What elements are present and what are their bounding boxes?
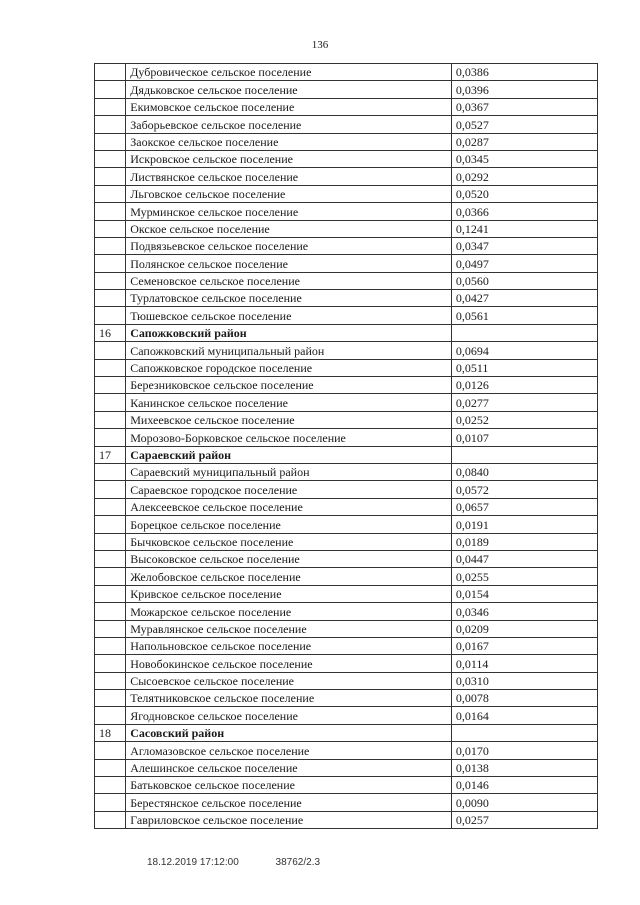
coefficient-value: 0,0447 [451,550,597,567]
row-number [95,237,126,254]
coefficient-value: 0,0694 [451,342,597,359]
coefficient-value: 0,0154 [451,585,597,602]
row-number [95,463,126,480]
table-row [95,133,598,150]
table-row [95,342,598,359]
settlement-name: Телятниковское сельское поселение [126,690,452,707]
coefficient-value: 0,0287 [451,133,597,150]
row-number [95,429,126,446]
table-row [95,498,598,515]
coefficient-value: 0,0078 [451,690,597,707]
coefficient-value [451,724,597,741]
coefficient-value: 0,0138 [451,759,597,776]
table-row [95,550,598,567]
table-row [95,690,598,707]
coefficient-value: 0,0255 [451,568,597,585]
row-number [95,359,126,376]
settlement-name: Искровское сельское поселение [126,150,452,167]
coefficient-value: 0,0346 [451,603,597,620]
table-row [95,637,598,654]
coefficient-value: 0,0189 [451,533,597,550]
row-number [95,150,126,167]
settlement-name: Муравлянское сельское поселение [126,620,452,637]
settlement-name: Напольновское сельское поселение [126,637,452,654]
coefficient-value: 0,0520 [451,185,597,202]
row-number [95,585,126,602]
table-row [95,394,598,411]
settlement-name: Заборьевское сельское поселение [126,116,452,133]
district-header-row [95,446,598,463]
settlement-name: Морозово-Борковское сельское поселение [126,429,452,446]
document-footer [147,857,320,868]
page-number: 136 [311,39,329,51]
row-number: 17 [95,446,126,463]
table-row [95,237,598,254]
row-number [95,64,126,81]
row-number [95,690,126,707]
coefficient-value: 0,0209 [451,620,597,637]
row-number [95,811,126,828]
settlements-table [94,63,598,829]
settlement-name: Льговское сельское поселение [126,185,452,202]
table-row [95,742,598,759]
row-number [95,116,126,133]
table-row [95,377,598,394]
row-number [95,742,126,759]
settlement-name: Листвянское сельское поселение [126,168,452,185]
row-number [95,777,126,794]
row-number [95,342,126,359]
row-number [95,637,126,654]
row-number [95,533,126,550]
coefficient-value: 0,0146 [451,777,597,794]
settlement-name: Сасовский район [126,724,452,741]
coefficient-value: 0,1241 [451,220,597,237]
coefficient-value: 0,0114 [451,655,597,672]
row-number [95,394,126,411]
coefficient-value: 0,0396 [451,81,597,98]
table-row [95,533,598,550]
table-row [95,64,598,81]
settlement-name: Заокское сельское поселение [126,133,452,150]
settlement-name: Тюшевское сельское поселение [126,307,452,324]
coefficient-value: 0,0366 [451,203,597,220]
settlement-name: Сараевское городское поселение [126,481,452,498]
coefficient-value [451,324,597,341]
settlement-name: Алешинское сельское поселение [126,759,452,776]
coefficient-value: 0,0277 [451,394,597,411]
table-row [95,759,598,776]
coefficient-value: 0,0090 [451,794,597,811]
row-number [95,81,126,98]
settlement-name: Подвязьевское сельское поселение [126,237,452,254]
coefficient-value: 0,0560 [451,272,597,289]
footer-datetime: 18.12.2019 17:12:00 [147,857,239,868]
row-number [95,568,126,585]
table-row [95,150,598,167]
settlement-name: Екимовское сельское поселение [126,98,452,115]
settlement-name: Агломазовское сельское поселение [126,742,452,759]
coefficient-value: 0,0367 [451,98,597,115]
coefficient-value: 0,0561 [451,307,597,324]
row-number [95,498,126,515]
table-row [95,81,598,98]
table-row [95,516,598,533]
table-row [95,620,598,637]
table-row [95,463,598,480]
table-row [95,116,598,133]
settlement-name: Батьковское сельское поселение [126,777,452,794]
row-number [95,133,126,150]
table-row [95,811,598,828]
coefficient-value: 0,0252 [451,411,597,428]
row-number [95,672,126,689]
settlement-name: Высоковское сельское поселение [126,550,452,567]
table-row [95,203,598,220]
row-number [95,759,126,776]
table-row [95,290,598,307]
table-row [95,359,598,376]
table-row [95,481,598,498]
table-row [95,220,598,237]
row-number [95,516,126,533]
table-row [95,307,598,324]
coefficient-value: 0,0164 [451,707,597,724]
settlement-name: Турлатовское сельское поселение [126,290,452,307]
settlement-name: Сапожковский район [126,324,452,341]
row-number [95,220,126,237]
table-row [95,255,598,272]
settlement-name: Кривское сельское поселение [126,585,452,602]
settlement-name: Сараевский район [126,446,452,463]
table-row [95,568,598,585]
coefficient-value: 0,0126 [451,377,597,394]
district-header-row [95,724,598,741]
coefficient-value: 0,0345 [451,150,597,167]
coefficient-value: 0,0107 [451,429,597,446]
coefficient-value: 0,0427 [451,290,597,307]
row-number [95,98,126,115]
table-row [95,272,598,289]
row-number [95,603,126,620]
row-number [95,168,126,185]
settlement-name: Берестянское сельское поселение [126,794,452,811]
coefficient-value: 0,0170 [451,742,597,759]
row-number [95,377,126,394]
coefficient-value: 0,0511 [451,359,597,376]
district-header-row [95,324,598,341]
settlement-name: Канинское сельское поселение [126,394,452,411]
table-row [95,603,598,620]
coefficient-value: 0,0497 [451,255,597,272]
settlement-name: Борецкое сельское поселение [126,516,452,533]
table-row [95,429,598,446]
settlement-name: Мурминское сельское поселение [126,203,452,220]
row-number [95,290,126,307]
settlement-name: Желобовское сельское поселение [126,568,452,585]
coefficient-value: 0,0386 [451,64,597,81]
settlement-name: Ягодновское сельское поселение [126,707,452,724]
row-number [95,307,126,324]
settlement-name: Березниковское сельское поселение [126,377,452,394]
settlement-name: Семеновское сельское поселение [126,272,452,289]
row-number: 16 [95,324,126,341]
table-row [95,672,598,689]
settlement-name: Можарское сельское поселение [126,603,452,620]
table-row [95,585,598,602]
coefficient-value: 0,0657 [451,498,597,515]
coefficient-value: 0,0191 [451,516,597,533]
settlement-name: Полянское сельское поселение [126,255,452,272]
settlement-name: Окское сельское поселение [126,220,452,237]
settlement-name: Михеевское сельское поселение [126,411,452,428]
row-number [95,655,126,672]
row-number [95,185,126,202]
table-row [95,98,598,115]
settlement-name: Алексеевское сельское поселение [126,498,452,515]
row-number: 18 [95,724,126,741]
table-row [95,794,598,811]
settlement-name: Сараевский муниципальный район [126,463,452,480]
settlement-name: Новобокинское сельское поселение [126,655,452,672]
table-body [95,64,598,829]
settlement-name: Бычковское сельское поселение [126,533,452,550]
coefficient-value: 0,0167 [451,637,597,654]
row-number [95,620,126,637]
row-number [95,255,126,272]
settlement-name: Сапожковский муниципальный район [126,342,452,359]
table-row [95,777,598,794]
coefficient-value [451,446,597,463]
table-row [95,655,598,672]
row-number [95,411,126,428]
row-number [95,550,126,567]
settlement-name: Сысоевское сельское поселение [126,672,452,689]
row-number [95,707,126,724]
row-number [95,794,126,811]
settlement-name: Сапожковское городское поселение [126,359,452,376]
coefficient-value: 0,0840 [451,463,597,480]
row-number [95,203,126,220]
coefficient-value: 0,0292 [451,168,597,185]
table-row [95,185,598,202]
coefficient-value: 0,0310 [451,672,597,689]
settlement-name: Дядьковское сельское поселение [126,81,452,98]
row-number [95,481,126,498]
coefficient-value: 0,0347 [451,237,597,254]
coefficient-value: 0,0527 [451,116,597,133]
table-row [95,168,598,185]
settlement-name: Дубровическое сельское поселение [126,64,452,81]
table-row [95,411,598,428]
table-row [95,707,598,724]
footer-document-code: 38762/2.3 [275,857,321,868]
settlement-name: Гавриловское сельское поселение [126,811,452,828]
coefficient-value: 0,0257 [451,811,597,828]
coefficient-value: 0,0572 [451,481,597,498]
row-number [95,272,126,289]
